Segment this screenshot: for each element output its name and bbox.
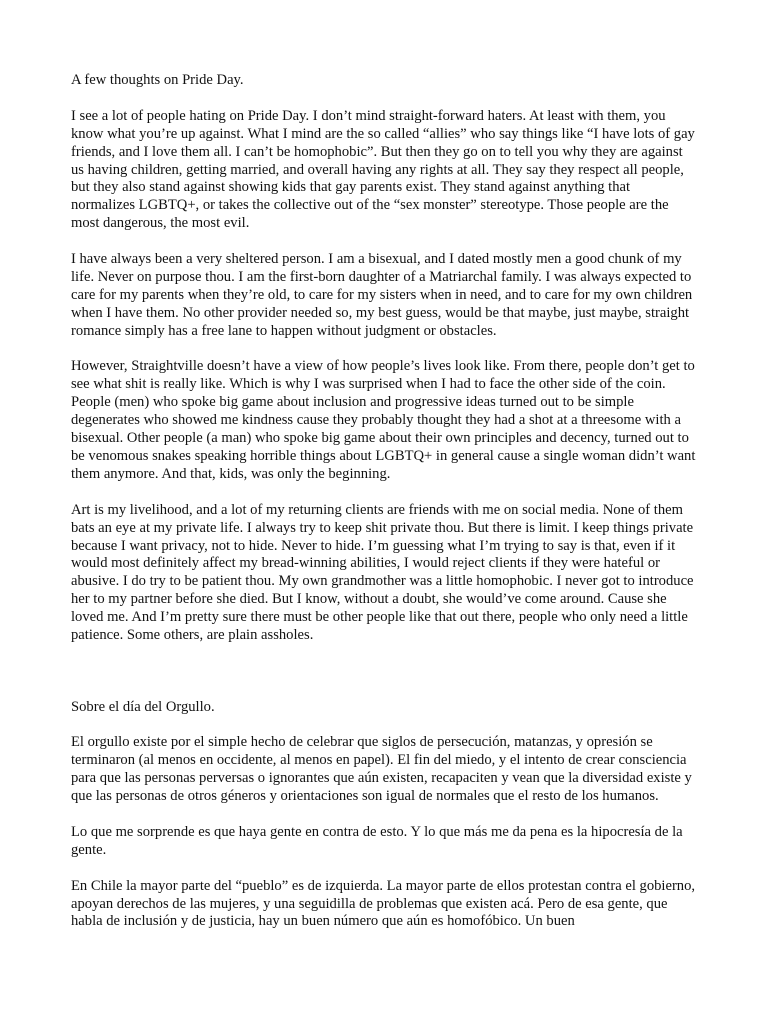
english-paragraph-2: I have always been a very sheltered person. I am a bisexual, and I dated mostly men a good chunk of my life. Never on purpose thou. I am the first-born daughter of a Matriarchal family. I was always expected to care for my parents when they’re old, to care for my sisters when in need, and to care for my own children when I have them. No other provider needed so, my best guess, would be that maybe, just maybe, straight romance simply has a free lane to happen without judgment or obstacles. — [71, 251, 693, 339]
spanish-paragraph-1: El orgullo existe por el simple hecho de celebrar que siglos de persecución, matanzas, y opresión se terminaron (al menos en occidente, al menos en papel). El fin del miedo, y el intento de crear consciencia para que las personas perversas o ignorantes que aún existen, recapaciten y vean que la diversidad existe y que las personas de otros géneros y orientaciones son igual de normales que el resto de los humanos. — [71, 734, 692, 805]
english-paragraph-1: I see a lot of people hating on Pride Day. I don’t mind straight-forward haters. At least with them, you know what you’re up against. What I mind are the so called “allies” who say things like “I have lots of gay friends, and I love them all. I can’t be homophobic”. But then they go on to tell you why they are against us having children, getting married, and overall having any rights at all. They say they respect all people, but they also stand against showing kids that gay parents exist. They stand against anything that normalizes LGBTQ+, or takes the collective out of the “sex monster” stereotype. Those people are the most dangerous, the most evil. — [71, 107, 695, 232]
document-page — [71, 72, 697, 949]
english-paragraph-3: However, Straightville doesn’t have a view of how people’s lives look like. From there, people don’t get to see what shit is really like. Which is why I was surprised when I had to face the other side of the coin. People (men) who spoke big game about inclusion and progressive ideas turned out to be simple degenerates who showed me kindness cause they probably thought they had a shot at a threesome with a bisexual. Other people (a man) who spoke big game about their own principles and decency, turned out to be venomous snakes speaking horrible things about LGBTQ+ in general cause a single woman didn’t want them anymore. And that, kids, was only the beginning. — [71, 358, 696, 482]
english-paragraph-4: Art is my livelihood, and a lot of my returning clients are friends with me on social media. None of them bats an eye at my private life. I always try to keep shit private thou. But there is limit. I keep things private because I want privacy, not to hide. Never to hide. I’m guessing what I’m trying to say is that, even if it would most definitely affect my bread-winning abilities, I would reject clients if they were hateful or abusive. I do try to be patient thou. My own grandmother was a little homophobic. I never got to introduce her to my partner before she died. But I know, without a doubt, she would’ve come around. Cause she loved me. And I’m pretty sure there must be other people like that out there, people who only need a little patience. Some others, are plain assholes. — [71, 501, 694, 644]
spanish-paragraph-2: Lo que me sorprende es que haya gente en contra de esto. Y lo que más me da pena es la hipocresía de la gente. — [71, 823, 683, 858]
section-spacer — [71, 663, 697, 699]
spanish-title: Sobre el día del Orgullo. — [71, 698, 215, 715]
english-title: A few thoughts on Pride Day. — [71, 72, 244, 88]
spanish-paragraph-3: En Chile la mayor parte del “pueblo” es de izquierda. La mayor parte de ellos protestan contra el gobierno, apoyan derechos de las mujeres, y una seguidilla de problemas que existen acá. Pero de esa gente, que habla de inclusión y de justicia, hay un buen número que aún es homofóbico. Un buen — [71, 877, 696, 930]
